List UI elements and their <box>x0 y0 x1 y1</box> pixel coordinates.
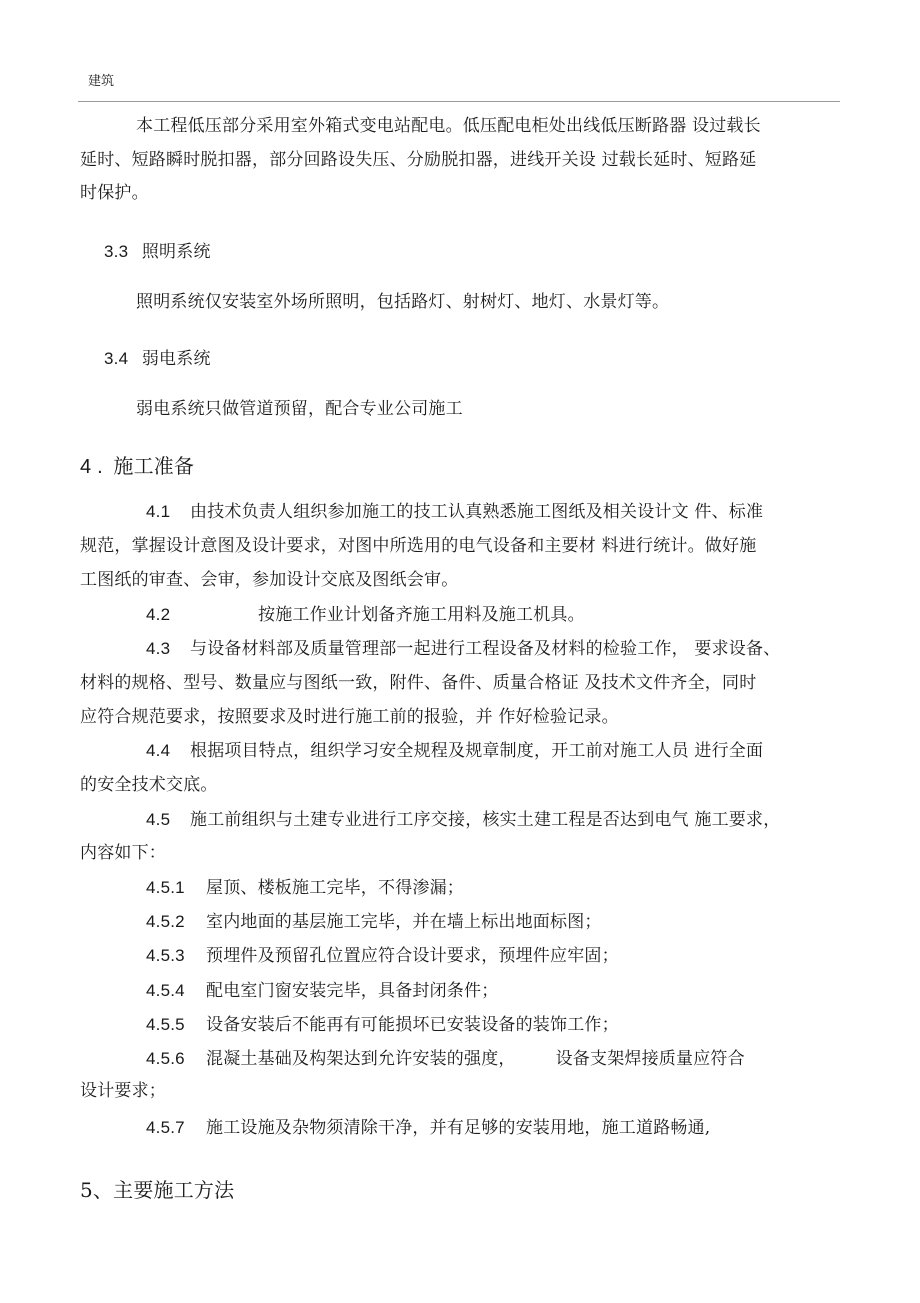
paragraph-line: 设计要求； <box>80 1081 166 1101</box>
section-heading-4 <box>80 453 194 480</box>
list-item-4-5 <box>146 809 780 831</box>
paragraph-line: 应符合规范要求，按照要求及时进行施工前的报验，并 作好检验记录。 <box>80 707 619 727</box>
item-text: 配电室门窗安装完毕，具备封闭条件； <box>206 981 499 1001</box>
list-item-4-5-5 <box>146 1014 619 1036</box>
item-text: 按施工作业计划备齐施工用料及施工机具。 <box>258 605 585 625</box>
list-item-4-1 <box>146 501 763 523</box>
paragraph-line: 内容如下： <box>80 843 166 863</box>
page-header-label: 建筑 <box>88 74 115 89</box>
item-text: 根据项目特点，组织学习安全规程及规章制度，开工前对施工人员 进行全面 <box>190 741 764 761</box>
section-number: 4 . <box>80 456 103 478</box>
list-item-4-5-3 <box>146 945 619 967</box>
item-number: 4.1 <box>146 502 171 521</box>
paragraph-line: 规范，掌握设计意图及设计要求，对图中所选用的电气设备和主要材 料进行统计。做好施 <box>80 536 757 556</box>
section-title: 弱电系统 <box>141 349 211 369</box>
item-number: 4.5.6 <box>146 1049 185 1068</box>
paragraph-line: 时保护。 <box>80 183 149 203</box>
item-text: 设备安装后不能再有可能损坏已安装设备的装饰工作； <box>206 1015 619 1035</box>
paragraph-line: 本工程低压部分采用室外箱式变电站配电。低压配电柜处出线低压断路器 设过载长 <box>136 116 761 136</box>
item-text: 屋顶、楼板施工完毕，不得渗漏； <box>206 878 464 898</box>
item-number: 4.5 <box>146 810 171 829</box>
item-number: 4.3 <box>146 639 171 658</box>
paragraph-line: 工图纸的审查、会审，参加设计交底及图纸会审。 <box>80 570 459 590</box>
item-text: 预埋件及预留孔位置应符合设计要求，预埋件应牢固； <box>206 946 619 966</box>
section-heading-3-3 <box>104 241 211 263</box>
item-text: 与设备材料部及质量管理部一起进行工程设备及材料的检验工作， 要求设备、 <box>190 639 781 659</box>
item-text: 混凝土基础及构架达到允许安装的强度， <box>206 1049 516 1069</box>
section-number: 3.3 <box>104 242 129 261</box>
item-number: 4.5.1 <box>146 878 185 897</box>
list-item-4-5-7 <box>146 1117 710 1139</box>
item-number: 4.5.2 <box>146 912 185 931</box>
item-text: 施工设施及杂物须清除干净，并有足够的安装用地，施工道路畅通, <box>206 1118 711 1138</box>
list-item-4-5-6 <box>146 1048 745 1070</box>
paragraph-line: 材料的规格、型号、数量应与图纸一致，附件、备件、质量合格证 及技术文件齐全，同时 <box>80 673 757 693</box>
section-title: 施工准备 <box>113 454 195 478</box>
list-item-4-5-1 <box>146 877 464 899</box>
item-number: 4.4 <box>146 741 171 760</box>
list-item-4-2 <box>146 604 585 626</box>
item-number: 4.5.3 <box>146 946 185 965</box>
item-text: 施工前组织与土建专业进行工序交接，核实土建工程是否达到电气 施工要求， <box>190 810 781 830</box>
item-number: 4.5.5 <box>146 1015 185 1034</box>
section-number: 3.4 <box>104 349 129 368</box>
item-number: 4.5.7 <box>146 1118 185 1137</box>
list-item-4-5-2 <box>146 911 602 933</box>
list-item-4-5-4 <box>146 980 498 1002</box>
list-item-4-4 <box>146 740 763 762</box>
list-item-4-3 <box>146 638 780 660</box>
section-title: 照明系统 <box>141 242 211 262</box>
paragraph-line: 弱电系统只做管道预留，配合专业公司施工 <box>136 399 463 419</box>
paragraph-line: 延时、短路瞬时脱扣器，部分回路设失压、分励脱扣器，进线开关设 过载长延时、短路延 <box>80 150 757 170</box>
item-number: 4.2 <box>146 605 171 624</box>
item-text: 由技术负责人组织参加施工的技工认真熟悉施工图纸及相关设计文 件、标准 <box>190 502 764 522</box>
paragraph-line: 的安全技术交底。 <box>80 775 218 795</box>
section-heading-3-4 <box>104 348 211 370</box>
item-text: 设备支架焊接质量应符合 <box>555 1049 745 1069</box>
item-number: 4.5.4 <box>146 981 185 1000</box>
header-divider <box>78 101 840 102</box>
paragraph-line: 照明系统仅安装室外场所照明，包括路灯、射树灯、地灯、水景灯等。 <box>136 292 670 312</box>
section-heading-5: 5、主要施工方法 <box>80 1178 235 1202</box>
item-text: 室内地面的基层施工完毕，并在墙上标出地面标图； <box>206 912 602 932</box>
